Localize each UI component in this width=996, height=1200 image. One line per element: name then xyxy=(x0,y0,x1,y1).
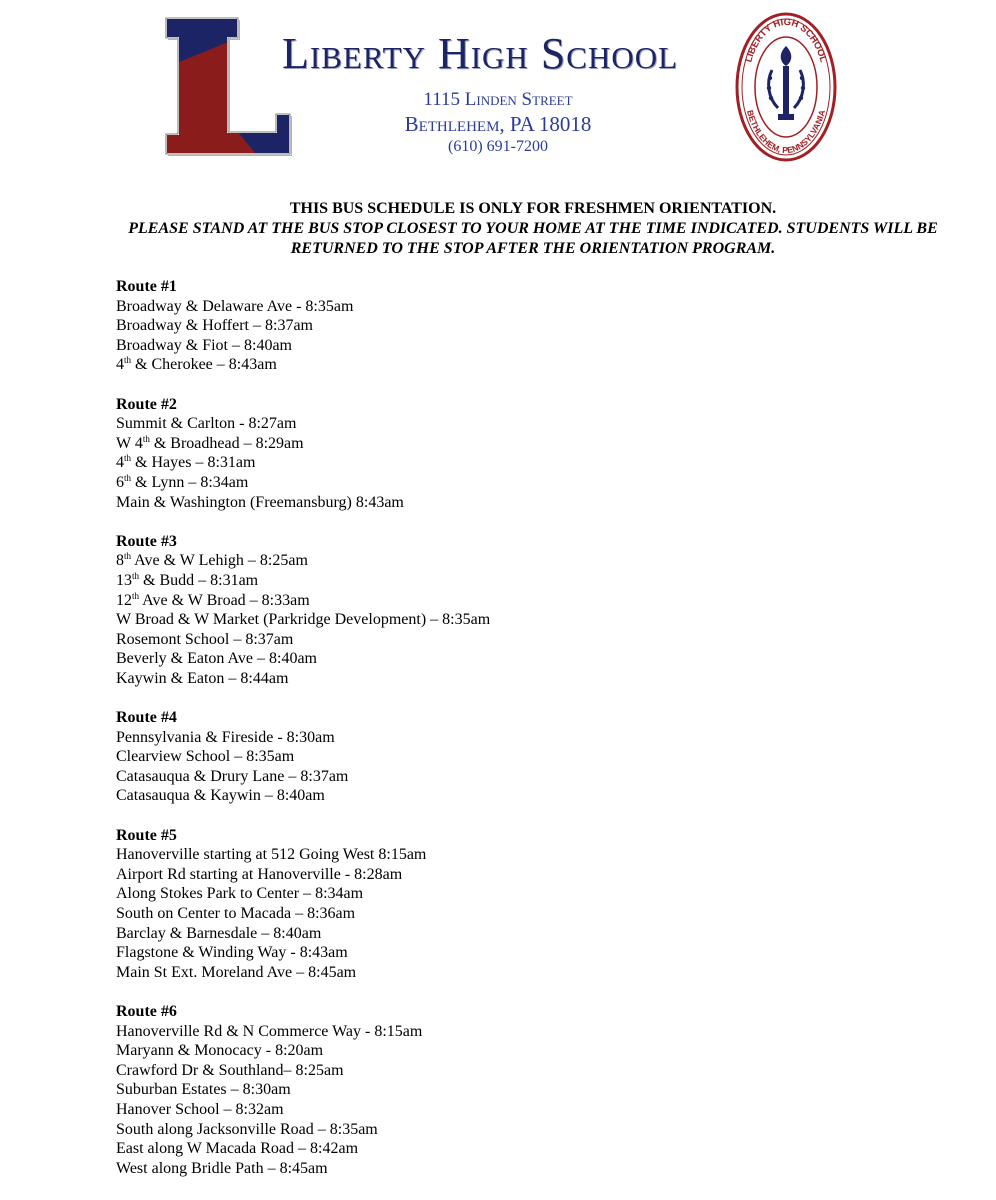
route-block xyxy=(116,277,956,375)
bus-stop-item: Flagstone & Winding Way - 8:43am xyxy=(116,944,348,962)
ordinal-suffix: th xyxy=(142,433,150,444)
bus-stop-item: Catasauqua & Drury Lane – 8:37am xyxy=(116,767,349,785)
bus-stop-item: 6th & Lynn – 8:34am xyxy=(116,472,249,491)
ordinal-suffix: th xyxy=(124,453,132,464)
route-title: Route #3 xyxy=(116,532,177,550)
route-block xyxy=(116,532,956,689)
route-title: Route #5 xyxy=(116,826,177,844)
ordinal-suffix: th xyxy=(124,551,132,562)
route-block xyxy=(116,826,956,983)
school-phone: (610) 691-7200 xyxy=(448,138,548,155)
bus-stop-item: Broadway & Hoffert – 8:37am xyxy=(116,317,313,335)
ordinal-suffix: th xyxy=(132,570,140,581)
bus-stop-item: 12th Ave & W Broad – 8:33am xyxy=(116,590,310,609)
bus-stop-item: Airport Rd starting at Hanoverville - 8:28am xyxy=(116,865,403,883)
notice-headline: THIS BUS SCHEDULE IS ONLY FOR FRESHMEN ORIENTATION. xyxy=(289,200,777,217)
bus-stop-item: Main St Ext. Moreland Ave – 8:45am xyxy=(116,963,357,981)
school-city-state-zip: Bethlehem, PA 18018 xyxy=(404,112,592,136)
bus-routes-list xyxy=(116,277,956,1198)
bus-stop-item: Along Stokes Park to Center – 8:34am xyxy=(116,885,364,903)
bus-stop-item: Summit & Carlton - 8:27am xyxy=(116,415,297,433)
bus-stop-item: Rosemont School – 8:37am xyxy=(116,630,294,648)
bus-stop-item: 13th & Budd – 8:31am xyxy=(116,570,259,589)
route-block xyxy=(116,708,956,806)
bus-stop-item: Broadway & Delaware Ave - 8:35am xyxy=(116,297,354,315)
bus-stop-item: Hanover School – 8:32am xyxy=(116,1100,284,1118)
bus-stop-item: Kaywin & Eaton – 8:44am xyxy=(116,669,289,687)
school-seal-emblem xyxy=(734,10,838,164)
route-title: Route #2 xyxy=(116,395,177,413)
route-title: Route #4 xyxy=(116,709,177,727)
bus-stop-item: Catasauqua & Kaywin – 8:40am xyxy=(116,787,325,805)
ordinal-suffix: th xyxy=(132,590,140,601)
bus-stop-item: Clearview School – 8:35am xyxy=(116,748,295,766)
school-name: Liberty High School xyxy=(282,29,679,78)
bus-stop-item: West along Bridle Path – 8:45am xyxy=(116,1159,328,1177)
school-street-address: 1115 Linden Street xyxy=(423,89,573,110)
bus-stop-item: East along W Macada Road – 8:42am xyxy=(116,1140,359,1158)
route-title: Route #1 xyxy=(116,278,177,295)
bus-stop-item: Hanoverville starting at 512 Going West 8:15am xyxy=(116,846,427,864)
bus-stop-item: Main & Washington (Freemansburg) 8:43am xyxy=(116,493,404,511)
seal-top-text: LIBERTY HIGH SCHOOL xyxy=(743,16,829,64)
bus-stop-item: South on Center to Macada – 8:36am xyxy=(116,905,356,922)
bus-stop-item: W 4th & Broadhead – 8:29am xyxy=(116,433,304,452)
ordinal-suffix: th xyxy=(124,472,132,483)
notice-instructions: PLEASE STAND AT THE BUS STOP CLOSEST TO YOUR HOME AT THE TIME INDICATED. STUDENTS WILL BE RETURNED TO THE STOP AFTER THE ORIENTATION PROGRAM. xyxy=(128,220,938,257)
route-block xyxy=(116,395,956,513)
bus-stop-item: Suburban Estates – 8:30am xyxy=(116,1081,291,1099)
bus-stop-item: Hanoverville Rd & N Commerce Way - 8:15am xyxy=(116,1022,423,1040)
bus-stop-item: Crawford Dr & Southland– 8:25am xyxy=(116,1061,344,1079)
bus-stop-item: 4th & Cherokee – 8:43am xyxy=(116,355,277,374)
bus-stop-item: South along Jacksonville Road – 8:35am xyxy=(116,1120,378,1138)
bus-stop-item: Maryann & Monocacy - 8:20am xyxy=(116,1042,324,1060)
orientation-notice xyxy=(100,199,966,259)
bus-stop-item: Pennsylvania & Fireside - 8:30am xyxy=(116,728,335,746)
bus-stop-item: Barclay & Barnesdale – 8:40am xyxy=(116,924,322,942)
liberty-l-logo xyxy=(160,14,294,158)
route-block xyxy=(116,1002,956,1178)
bus-stop-item: Broadway & Fiot – 8:40am xyxy=(116,336,292,354)
bus-stop-item: Beverly & Eaton Ave – 8:40am xyxy=(116,650,317,668)
ordinal-suffix: th xyxy=(124,355,132,366)
bus-stop-item: 8th Ave & W Lehigh – 8:25am xyxy=(116,551,308,570)
seal-bottom-text: BETHLEHEM, PENNSYLVANIA xyxy=(744,108,828,156)
bus-stop-item: 4th & Hayes – 8:31am xyxy=(116,453,256,472)
route-title: Route #6 xyxy=(116,1002,177,1020)
bus-stop-item: W Broad & W Market (Parkridge Development) – 8:35am xyxy=(116,611,491,629)
